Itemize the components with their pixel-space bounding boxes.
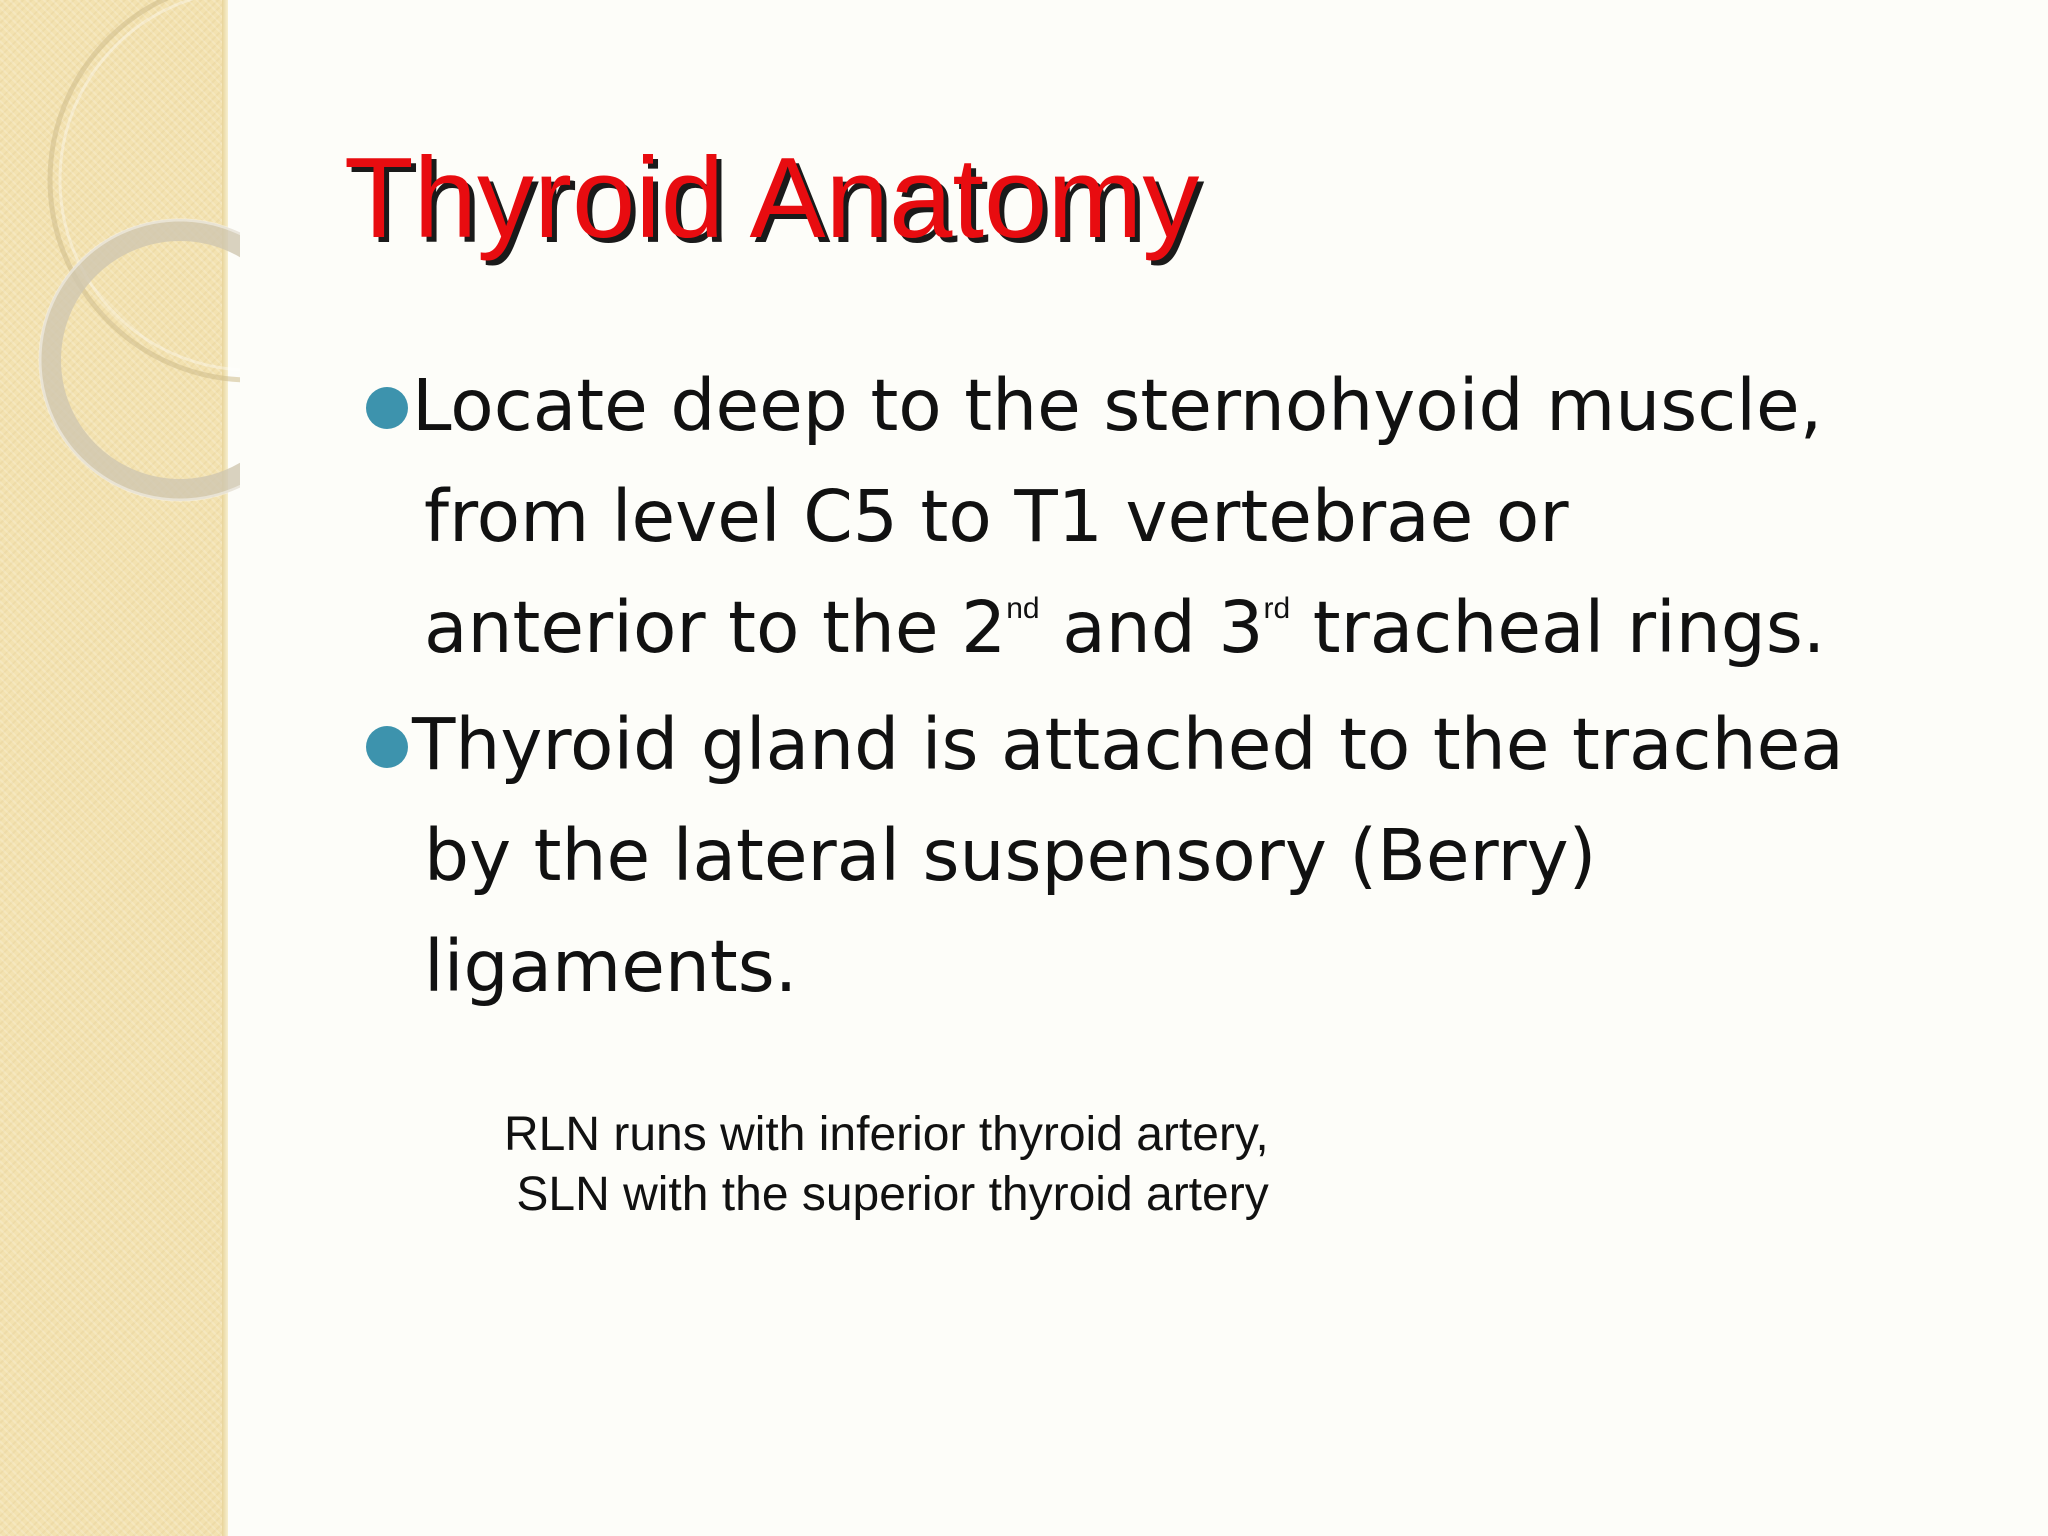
footnote-line-1: RLN runs with inferior thyroid artery, [504, 1108, 1269, 1161]
bullet-item [360, 689, 1960, 1022]
bullet-2-line-2: by the lateral suspensory (Berry) [424, 814, 1597, 897]
decorative-circles [0, 0, 240, 520]
bullet-dot-icon [366, 387, 408, 429]
bullet-1-line-1: Locate deep to the sternohyoid muscle, [412, 364, 1823, 447]
footnote [504, 1105, 1269, 1225]
bullet-list [360, 350, 1960, 1028]
bullet-1-line-2: from level C5 to T1 vertebrae or [424, 475, 1569, 558]
bullet-item [360, 350, 1960, 683]
decorative-circle-large-inner [60, 0, 240, 370]
bullet-1-line-3-part-b: and 3 [1039, 586, 1264, 669]
superscript-rd: rd [1263, 592, 1291, 625]
bullet-2-line-3: ligaments. [424, 925, 798, 1008]
decorative-circle-small [50, 230, 240, 490]
bullet-1-line-3-part-a: anterior to the 2 [424, 586, 1007, 669]
bullet-1-line-3 [424, 572, 1960, 683]
bullet-dot-icon [366, 726, 408, 768]
footnote-line-2: SLN with the superior thyroid artery [516, 1168, 1269, 1221]
bullet-2-line-1: Thyroid gland is attached to the trachea [412, 703, 1844, 786]
slide-title: Thyroid Anatomy [344, 135, 1200, 262]
bullet-1-line-3-part-c: tracheal rings. [1290, 586, 1826, 669]
decorative-circle-large [50, 0, 240, 380]
superscript-nd: nd [1006, 592, 1040, 625]
